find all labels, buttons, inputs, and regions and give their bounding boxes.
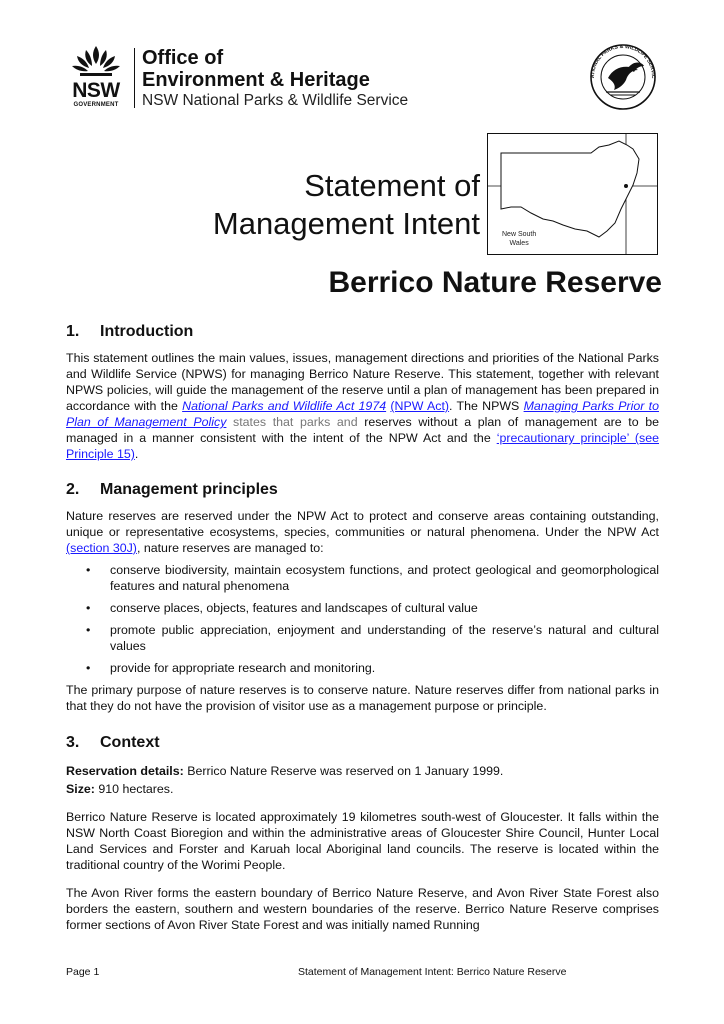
section-heading [66, 733, 659, 753]
section-heading [66, 322, 659, 342]
reserve-title: Berrico Nature Reserve [328, 266, 662, 299]
context-paragraph-2: The Avon River forms the eastern boundary of Berrico Nature Reserve, and Avon River State Forest also borders the eastern, southern and western boundaries of the reserve. Berrico Nature Reserve comprises former sections of Avon River State Forest and was initially named Running [66, 886, 659, 932]
section-title: Context [100, 734, 160, 751]
footer-document-title: Statement of Management Intent: Berrico Nature Reserve [298, 966, 567, 978]
intro-text-b: . The NPWS [449, 399, 524, 413]
map-label [502, 230, 536, 248]
introduction-paragraph [66, 350, 659, 462]
section-number: 3. [66, 734, 80, 751]
nsw-logo-text: NSW [72, 79, 120, 102]
section-title: Introduction [100, 323, 194, 340]
document-title-line2: Management Intent [212, 206, 480, 241]
section-heading [66, 480, 659, 500]
document-title-line1: Statement of [304, 168, 480, 203]
list-item: • promote public appreciation, enjoyment and understanding of the reserve’s natural and cultural values [66, 622, 659, 654]
org-name-line2: Environment & Heritage [142, 69, 370, 91]
npw-act-link[interactable]: National Parks and Wildlife Act 1974 [182, 399, 387, 413]
footer-page-number: Page 1 [66, 966, 100, 978]
org-name-line3: NSW National Parks & Wildlife Service [142, 92, 409, 109]
list-item: • provide for appropriate research and monitoring. [66, 660, 659, 676]
intro-text-a: This statement outlines the main values, issues, management directions and priorities of the National Parks and Wildlife Service (NPWS) for managing Berrico Nature Reserve. This statement, together with relevant NPWS policies, will guide the management of the reserve until a plan of management has been prepared in accordance with the [66, 351, 659, 413]
section-title: Management principles [100, 481, 278, 498]
size-label: Size: [66, 782, 95, 796]
list-item: • conserve biodiversity, maintain ecosystem functions, and protect geological and geomorphological features and natural phenomena [66, 562, 659, 594]
principles-paragraph [66, 508, 659, 556]
section-number: 2. [66, 481, 80, 498]
intro-text-d: reserves without a plan of management are to be managed in a manner consistent with the intent of the NPW Act and the [66, 415, 659, 445]
principles-closing-paragraph: The primary purpose of nature reserves is to conserve nature. Nature reserves differ from national parks in that they do not have the provision of visitor use as a management purpose or principle. [66, 683, 659, 713]
section-management-principles [66, 480, 659, 714]
principles-text-b: , nature reserves are managed to: [136, 541, 324, 555]
nsw-government-logo [66, 44, 126, 110]
section-number: 1. [66, 323, 80, 340]
map-label-line2: Wales [509, 240, 529, 247]
government-logo-text: GOVERNMENT [73, 102, 119, 108]
intro-text-e: . [134, 447, 139, 461]
section-introduction [66, 322, 659, 462]
npw-act-abbr-link[interactable]: (NPW Act) [390, 399, 450, 413]
seal-text: ATIONAL PARKS & WILDLIFE SERVIC [589, 44, 657, 79]
reservation-text: Berrico Nature Reserve was reserved on 1 January 1999. [183, 764, 504, 778]
intro-text-c: states that parks and [226, 415, 358, 429]
reservation-details [66, 763, 659, 779]
precautionary-principle-link[interactable]: ‘precautionary principle’ (see Principle 15) [66, 431, 659, 461]
size-text: 910 hectares. [94, 782, 174, 796]
list-item: • conserve places, objects, features and landscapes of cultural value [66, 600, 659, 616]
context-paragraph-1: Berrico Nature Reserve is located approximately 19 kilometres south-west of Gloucester. It falls within the NSW North Coast Bioregion and within the administrative areas of Gloucester Shire Council, Hunter Local Land Services and Forster and Karuah local Aboriginal land councils. The reserve is located within the traditional country of the Worimi People. [66, 810, 659, 872]
reservation-label: Reservation details: [66, 764, 184, 778]
size-details [66, 781, 659, 797]
org-name-line1: Office of [142, 47, 224, 69]
policy-link[interactable]: Managing Parks Prior to Plan of Management Policy [66, 399, 659, 429]
oeh-logo [66, 44, 446, 112]
npws-seal-icon [584, 44, 662, 110]
map-label-line1: New South [502, 231, 537, 238]
principles-text-a: Nature reserves are reserved under the NPW Act to protect and conserve areas containing outstanding, unique or representative ecosystems, species, communities or natural phenomena. Under the NPW Act [66, 509, 659, 539]
section-context [66, 733, 659, 933]
logo-divider [134, 48, 135, 108]
principles-list [66, 562, 659, 676]
section-30j-link[interactable]: (section 30J) [66, 541, 137, 555]
waratah-icon [70, 44, 122, 80]
